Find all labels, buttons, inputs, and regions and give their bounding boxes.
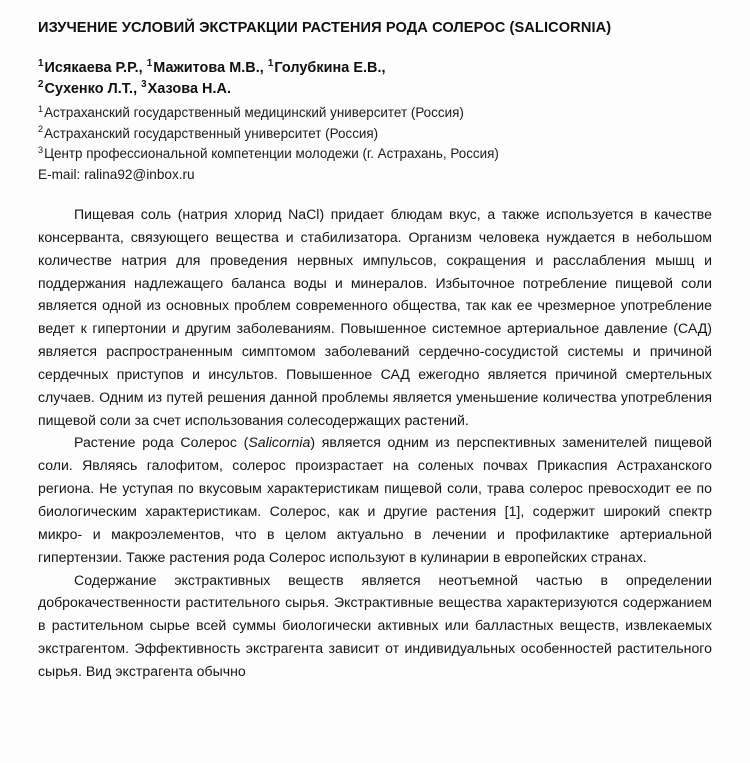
author-name: Сухенко Л.Т.,	[44, 81, 142, 97]
affiliation-item	[38, 144, 712, 165]
author-line-1	[38, 58, 712, 79]
affiliation-marker: 1	[38, 103, 44, 114]
author-block	[38, 58, 712, 100]
affiliation-item	[38, 124, 712, 145]
author-name: Исякаева Р.Р.,	[44, 60, 147, 76]
author-affil-marker: 3	[141, 79, 147, 91]
affiliation-text: Астраханский государственный университет (Россия)	[44, 125, 379, 141]
author-affil-marker: 1	[38, 58, 44, 70]
author-name: Голубкина Е.В.,	[274, 60, 386, 76]
affiliation-marker: 2	[38, 124, 44, 135]
page-title: ИЗУЧЕНИЕ УСЛОВИЙ ЭКСТРАКЦИИ РАСТЕНИЯ РОДА СОЛЕРОС (SALICORNIA)	[38, 20, 612, 36]
paragraph-1: Пищевая соль (натрия хлорид NaCl) придает блюдам вкус, а также используется в качестве консерванта, связующего вещества и стабилизатора. Организм человека нуждается в небольшом количестве натрия для проведения нервных импульсов, сокращения и расслабления мышц и поддержания надлежащего баланса воды и минералов. Избыточное потребление пищевой соли является одной из основных проблем современного общества, так как ее чрезмерное употребление ведет к гипертонии и другим заболеваниям. Повышенное системное артериальное давление (САД) является распространенным симптомом заболеваний сердечно-сосудистой системы и причиной сердечных приступов и инсультов. Повышенное САД ежегодно является причиной смертельных случаев. Одним из путей решения данной проблемы является уменьшение количества употребления пищевой соли за счет использования солесодержащих растений.	[38, 206, 712, 428]
paragraph-2	[38, 431, 712, 568]
author-affil-marker: 2	[38, 79, 44, 91]
author-affil-marker: 1	[146, 58, 153, 70]
paragraph-3: Содержание экстрактивных веществ является неотъемной частью в определении доброкачественности растительного сырья. Экстрактивные вещества характеризуются содержанием в растительном сырье всей суммы биологически активных или балластных веществ, извлекаемых экстрагентом. Эффективность экстрагента зависит от индивидуальных особенностей растительного сырья. Вид экстрагента обычно	[38, 571, 712, 679]
author-affil-marker: 1	[267, 58, 274, 70]
affiliation-text: Центр профессиональной компетенции молодежи (г. Астрахань, Россия)	[44, 146, 499, 161]
author-name: Мажитова М.В.,	[153, 60, 268, 76]
author-line-2	[38, 79, 712, 100]
species-name: Salicornia	[248, 434, 311, 451]
paragraph-2-text-before: Растение рода Солерос (	[74, 434, 249, 451]
author-name: Хазова Н.А.	[147, 81, 232, 97]
affiliation-marker: 3	[38, 144, 44, 155]
contact-email: E-mail: ralina92@inbox.ru	[38, 166, 195, 182]
affiliation-item	[38, 103, 712, 124]
affiliation-text: Астраханский государственный медицинский университет (Россия)	[44, 105, 464, 120]
paragraph-2-text-after: ) является одним из перспективных заменителей пищевой соли. Являясь галофитом, солерос произрастает на соленых почвах Прикаспия Астраханского региона. Не уступая по вкусовым характеристикам пищевой соли, трава солерос превосходит ее по биологическим характеристикам. Солерос, как и другие растения [1], содержит широкий спектр микро- и макроэлементов, что в целом актуально в лечении и профилактике артериальной гипертензии. Также растения рода Солерос используют в кулинарии в европейских странах.	[38, 434, 712, 565]
affiliation-block	[38, 103, 712, 185]
article-body	[38, 203, 712, 683]
